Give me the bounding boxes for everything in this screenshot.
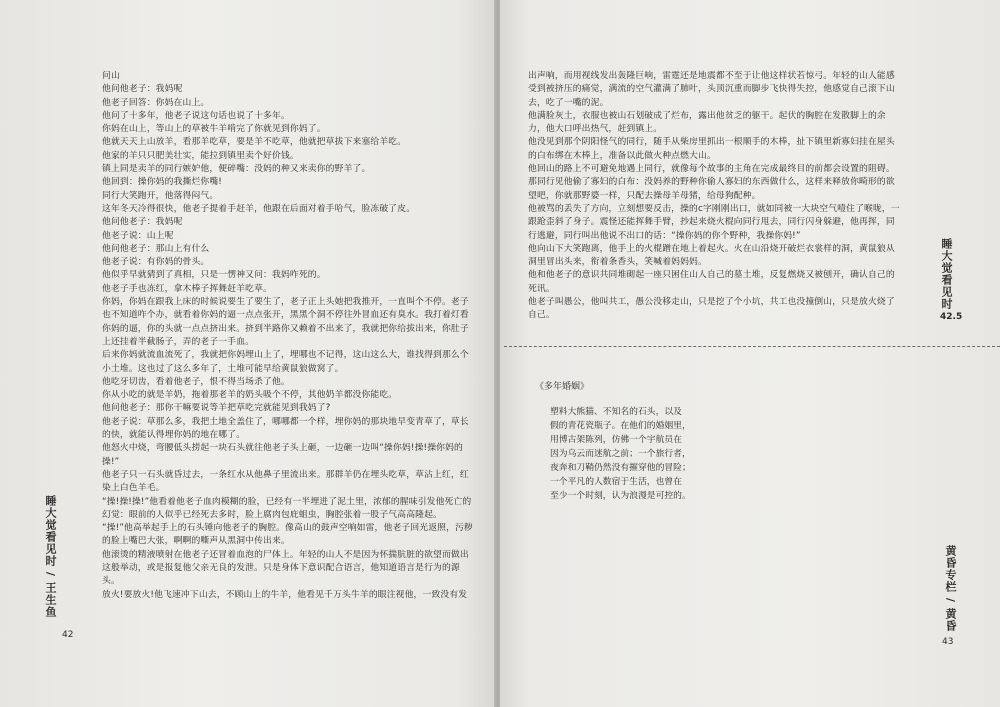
paragraph: 他吃牙切齿，看着他老子，恨不得当场杀了他。 (102, 376, 290, 387)
poem-line: 夜奔和刀鞘仍然没有摧穿他的冒险； (550, 463, 691, 473)
paragraph: 他问他老子：我妈呢 (102, 84, 183, 95)
right-side-title-top: 睡大觉看见时 (940, 238, 953, 310)
right-page (500, 0, 1000, 707)
paragraph: 他怒火中烧，弯腰低头捞起一块石头就往他老子头上砸，一边砸一边叫“操你妈!操!操你妈的操!” (102, 443, 463, 467)
paragraph: 他老子回答：你妈在山上。 (102, 97, 210, 108)
paragraph: 他回山的路上不可避免地遇上同行，就像每个故事的主角在完成最终目的前都会设置的阻碍。那同行见他偷了寡妇的白布：没妈养的野种你偷人寡妇的东西做什么，这样来释放你畸形的欲望吧，你就那野婆一样，只配去操母羊母猪，给母狗配种。 (528, 164, 895, 201)
paragraph: 他没见到那个阴阳怪气的同行，随手从柴房里抓出一根顺手的木棒，扯下镇里新寡妇挂在屋头的白布绑在木棒上，准备以此做火种点燃大山。 (528, 137, 895, 161)
paragraph: 他老子说：山上呢 (102, 230, 174, 241)
paragraph: 他滚烫的精液喷射在他老子还冒着血泡的尸体上。年轻的山人不是因为怀揣肮脏的欲望而做出这般举动，或是报复他父亲无良的发泄。只是身体下意识配合语言，他知道语言是行为的源头。 (102, 549, 469, 587)
paragraph: 你从小吃的就是羊奶，拖着那老羊的奶头吸个不停，其他奶羊都没你能吃。 (102, 390, 398, 401)
paragraph: 他问他老子：那你干嘛要说等羊把草吃完就能见到我妈了? (102, 403, 331, 414)
paragraph: 他老子手也冻红，拿木棒子挥舞赶羊吃草。 (102, 283, 272, 294)
paragraph: 他问他老子：我妈呢 (102, 217, 183, 228)
paragraph: 他老子只一石头就昏过去，一条红水从他鼻子里流出来。那群羊仍在埋头吃草，草沾上红，红染上白色羊毛。 (102, 469, 469, 494)
paragraph: 出声响，而用视线发出轰隆巨响，雷霆还是地震都不至于让他这样状若惊弓。年轻的山人能感受到被挤压的痛觉，满流的空气灌满了肺叶，头顶沉重而脚步飞快得失控，他感觉自己滚下山去，吃了一嘴的泥。 (528, 71, 895, 108)
paragraph: 他似乎早就猜到了真相，只是一愣神又问：我妈咋死的。 (102, 270, 326, 281)
right-body-text (528, 70, 900, 323)
paragraph: 镇上同是卖羊的同行嫉妒他，便碎嘴：没妈的种又来卖你的野羊了。 (102, 164, 371, 175)
paragraph: 他老子说：草那么多，我把土地全盖住了，哪哪都一个样，埋你妈的那块地早变青草了，草长的快，就能认得埋你妈的地在哪了。 (102, 416, 469, 441)
poem-line: 一个平凡的人数宿于生活，也曾在 (550, 477, 682, 487)
left-page-number: 42 (62, 630, 74, 640)
paragraph: 他满脸灰土，衣服也被山石划破成了烂布，露出他贫乏的躯干。起伏的胸腔在发散脚上的余力，他大口呼出热气，赶到镇上。 (528, 110, 886, 135)
left-page (0, 0, 496, 707)
paragraph: 他向山下大笑跑离，他手上的火棍蹭在地上着起火。火在山沿烧开破烂衣裳样的洞，黄鼠狼从洞里冒出头来，衔着条香头，笑喊着妈妈妈。 (528, 243, 895, 268)
paragraph: 放火!要放火!他飞速冲下山去，不顾山上的牛羊，他看见千万头牛羊的眼注视他，一致没有发 (102, 589, 468, 600)
right-page-number: 43 (942, 637, 954, 647)
poem-line: 假的青花瓷瓶子。在他们的婚姻里， (550, 421, 691, 431)
right-side-title-bottom: 黄昏专栏 / 黄昏 (944, 545, 957, 632)
paragraph: 他回到：操你妈的我撕烂你嘴! (102, 177, 222, 188)
poem-line: 至少一个时刻，认为浪漫是可控的。 (550, 491, 691, 501)
paragraph: 他老子说：有你妈的骨头。 (102, 257, 210, 268)
paragraph: 他问了十多年，他老子说这句话也说了十多年。 (102, 110, 290, 121)
poem-title: 《多年婚姻》 (535, 382, 590, 392)
paragraph: 他问他老子：那山上有什么 (102, 243, 210, 254)
paragraph: 同行大笑跑开，他落得闷气。 (102, 190, 219, 201)
paragraph: “操!操!操!”他看着他老子血肉模糊的脸，已经有一半埋进了泥土里，浓郁的腥味引发他死亡的幻觉：眼前的人似乎已经死去多时，脸上腐肉包庇蛆虫，胸腔张着一股子气高高隆起。 (102, 496, 472, 520)
paragraph: 这年冬天冷得很快，他老子提着手赶羊，他跟在后面对着手哈气，脸冻破了皮。 (102, 203, 416, 214)
paragraph: 他老子叫愚公，他叫共工，愚公没移走山，只是挖了个小坑，共工也没撞倒山，只是放火烧了自己。 (528, 297, 895, 321)
poem-line: 塑料大熊猫、不知名的石头，以及 (550, 407, 682, 417)
left-side-title: 睡大觉看见时 / 王生鱼 (44, 495, 57, 618)
paragraph: 后来你妈就流血流死了，我就把你妈埋山上了，埋哪也不记得，这山这么大，谁找得到那么个小土堆。这也过了这么多年了，土堆可能早给黄鼠狼做窝了。 (102, 350, 469, 374)
poem-line: 因为乌云而迷航之前；一个旅行者， (550, 449, 691, 459)
paragraph: 他就天天上山放羊，看那羊吃草，要是羊不吃草，他就把草拔下来塞给羊吃。 (102, 137, 407, 148)
paragraph: 你妈，你妈在跟我上床的时候说要生了要生了，老子正上头她把我推开，一直叫个不停。老子也不知道咋个办，就看着你妈的逼一点点张开，黑黑个洞不停往外冒血还有臭水。我打着灯看你妈的逼，你的头就一点点挤出来。挤到半路你又赖着不出来了，我就把你给拔出来，你肚子上还挂着半截肠子，弄的老子一手血。 (102, 297, 469, 347)
paragraph: 他和他老子的意识共同堆砌起一座只困住山人自己的墓土堆，反复燃烧又被刨开，确认自己的死讯。 (528, 270, 895, 294)
paragraph: “操!”他高举起手上的石头锤向他老子的胸腔。像高山的鼓声空响如雷，他老子回光返照，污秽的脸上嘴巴大张，啊啊的嘶声从黑洞中传出来。 (102, 523, 473, 547)
paragraph: 你妈在山上，等山上的草被牛羊啃完了你就见到你妈了。 (102, 124, 326, 135)
poem-body (550, 405, 760, 503)
section-divider (504, 346, 1000, 347)
left-body-text (102, 70, 474, 602)
paragraph: 他家的羊只只肥美壮实，能拉到镇里卖个好价钱。 (102, 150, 299, 161)
poem-line: 用博古架陈列，仿佛一个宇航员在 (550, 435, 682, 445)
side-subnumber: 42.5 (940, 312, 963, 322)
paragraph: 问山 (102, 71, 120, 81)
paragraph: 他被骂的丢失了方向，立刻想要反击，操的c字刚刚出口，就如同被一大块空气噎住了喉咙，一跟跄歪斜了身子。震怪还能挥舞手臂，抄起来烧火棍向同行甩去，同行闪身躲避，他再挥，同行逃避，同行叫出他说不出口的话：“操你妈的你个野种，我操你妈!” (528, 203, 900, 241)
